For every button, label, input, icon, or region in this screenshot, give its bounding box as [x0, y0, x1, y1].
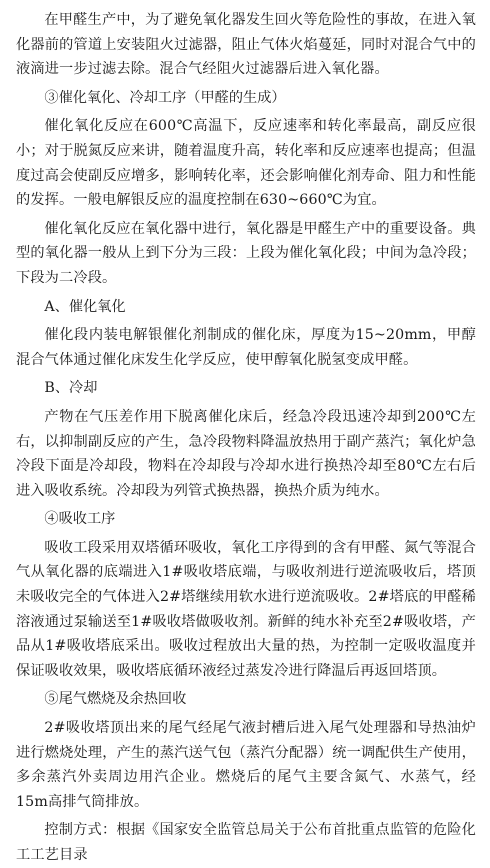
paragraph-oxidation-temperature: 催化氧化反应在600℃高温下，反应速率和转化率最高，副反应很小；对于脱氮反应来讲，随着温度升高，转化率和反应速率也提高；但温度过高会使副反应增多，影响转化率，还会影响催化剂寿命、阻力和性能的发挥。一般电解银反应的温度控制在630~660℃为宜。 — [16, 118, 476, 209]
heading-absorption: ④吸收工序 — [44, 511, 116, 528]
paragraph-cooling-process: 产物在气压差作用下脱离催化床后，经急冷段迅速冷却到200℃左右，以抑制副反应的产生，急冷段物料降温放热用于副产蒸汽；氧化炉急冷段下面是冷却段，物料在冷却段与冷却水进行换热冷却至80℃左右后进入吸收系统。冷却段为列管式换热器，换热介质为纯水。 — [16, 408, 476, 499]
paragraph-catalyst-bed: 催化段内装电解银催化剂制成的催化床，厚度为15~20mm，甲醇混合气体通过催化床发生化学反应，使甲醇氧化脱氢变成甲醛。 — [16, 327, 476, 368]
subheading-catalytic-oxidation: A、催化氧化 — [44, 298, 126, 315]
paragraph-flame-arrester: 在甲醛生产中，为了避免氧化器发生回火等危险性的事故，在进入氧化器前的管道上安装阻火过滤器，阻止气体火焰蔓延，同时对混合气中的液滴进一步过滤去除。混合气经阻火过滤器后进入氧化器。 — [16, 12, 476, 78]
paragraph-absorption-process: 吸收工段采用双塔循环吸收，氧化工序得到的含有甲醛、氮气等混合气从氧化器的底端进入1#吸收塔底端，与吸收剂进行逆流吸收后，塔顶未吸收完全的气体进入2#塔继续用软水进行逆流吸收。2#塔底的甲醛稀溶液通过泵输送至1#吸收塔做吸收剂。新鲜的纯水补充至2#吸收塔，产品从1#吸收塔底采出。吸收过程放出大量的热，为控制一定吸收温度并保证吸收效果，吸收塔底循环液经过蒸发冷进行降温后再返回塔顶。 — [16, 539, 476, 679]
paragraph-control-method: 控制方式：根据《国家安全监管总局关于公布首批重点监管的危险化工工艺目录 — [16, 822, 476, 863]
paragraph-tail-gas-process: 2#吸收塔顶出来的尾气经尾气液封槽后进入尾气处理器和导热油炉进行燃烧处理，产生的蒸汽送气包（蒸汽分配器）统一调配供生产使用，多余蒸汽外卖周边用汽企业。燃烧后的尾气主要含氮气、水蒸气，经15m高排气筒排放。 — [16, 720, 476, 810]
heading-catalytic-oxidation-cooling: ③催化氧化、冷却工序（甲醛的生成） — [44, 89, 286, 106]
heading-tail-gas-combustion: ⑤尾气燃烧及余热回收 — [44, 691, 187, 708]
subheading-cooling: B、冷却 — [44, 380, 98, 397]
paragraph-oxidizer-sections: 催化氧化反应在氧化器中进行，氧化器是甲醛生产中的重要设备。典型的氧化器一般从上到下分为三段：上段为催化氧化段；中间为急冷段；下段为二冷段。 — [16, 220, 476, 286]
